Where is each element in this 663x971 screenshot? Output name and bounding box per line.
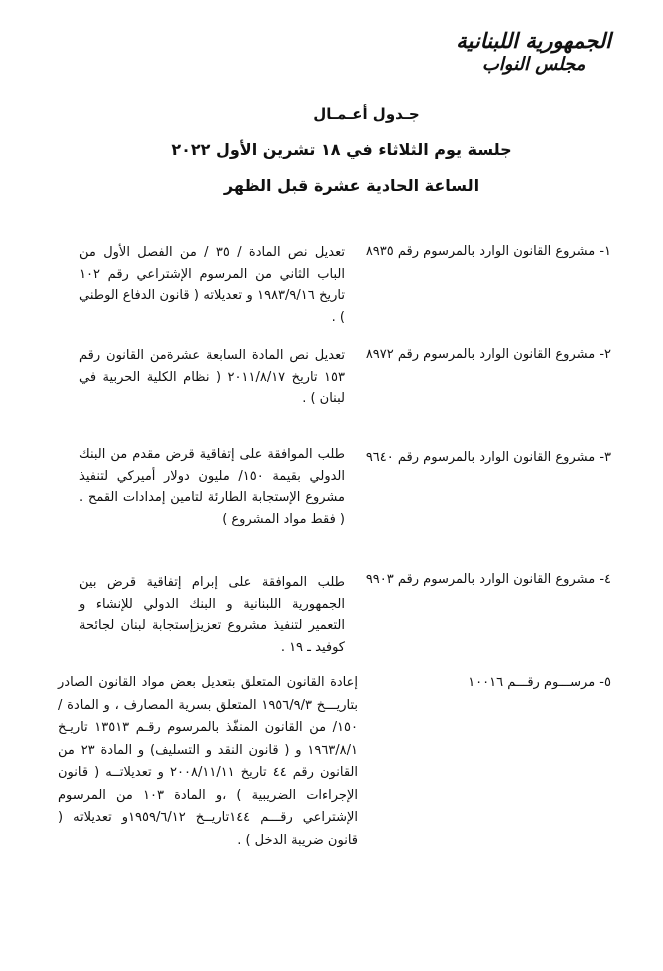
session-date: جلسة يوم الثلاثاء في ١٨ تشرين الأول ٢٠٢٢	[171, 140, 512, 159]
parliament-logo	[456, 28, 611, 76]
agenda-item-label: ٤- مشروع القانون الوارد بالمرسوم رقم ٩٩٠٣	[365, 572, 611, 587]
logo-parliament-text: مجلس النواب	[481, 54, 586, 75]
agenda-item-label: ٣- مشروع القانون الوارد بالمرسوم رقم ٩٦٤٠	[365, 450, 611, 465]
agenda-item-label: ٥- مرســـوم رقـــم ١٠٠١٦	[468, 675, 611, 690]
agenda-item-description: طلب الموافقة على إبرام إتفاقية قرض بين الجمهورية اللبنانية و البنك الدولي للإنشاء و التعمير لتنفيذ مشروع تعزيزإستجابة لبنان لجائحة كوفيد ـ ١٩ .	[79, 575, 345, 655]
agenda-item-description: إعادة القانون المتعلق بتعديل بعض مواد القانون الصادر بتاريـــخ ١٩٥٦/٩/٣ المتعلق بسرية المصارف ، و المادة /١٥٠/ من القانون المنفّذ بالمرسوم رقـم ١٣٥١٣ تاريـخ ١٩٦٣/٨/١ و ( قانون النقد و التسليف) و المادة ٢٣ من القانون رقم ٤٤ تاريخ ٢٠٠٨/١١/١١ و تعديلاتــه ( قانون الإجراءات الضريبية ) ،و المادة ١٠٣ من المرسوم الإشتراعي رقـــم ١٤٤تاريــخ ١٩٥٩/٦/١٢و تعديلاته ( قانون ضريبة الدخل ) .	[58, 675, 359, 848]
session-time: الساعة الحادية عشرة قبل الظهر	[223, 176, 480, 195]
agenda-item-description: طلب الموافقة على إتفاقية قرض مقدم من البنك الدولي بقيمة ١٥٠/ مليون دولار أميركي لتنفيذ مشروع الإستجابة الطارئة لتامين إمدادات القمح . ( فقط مواد المشروع )	[79, 447, 345, 527]
logo-republic-text: الجمهورية اللبنانية	[456, 28, 611, 53]
agenda-item-label: ٢- مشروع القانون الوارد بالمرسوم رقم ٨٩٧٢	[365, 347, 611, 362]
agenda-item-description: تعديل نص المادة السابعة عشرةمن القانون رقم ١٥٣ تاريخ ٢٠١١/٨/١٧ ( نظام الكلية الحربية في لبنان ) .	[79, 348, 345, 406]
agenda-item-label: ١- مشروع القانون الوارد بالمرسوم رقم ٨٩٣٥	[365, 244, 611, 259]
agenda-item-description: تعديل نص المادة / ٣٥ / من الفصل الأول من الباب الثاني من المرسوم الإشتراعي رقم ١٠٢ تاريخ ١٩٨٣/٩/١٦ و تعديلاته ( قانون الدفاع الوطني ) .	[79, 245, 345, 325]
agenda-title: جـدول أعـمـال	[313, 105, 420, 123]
